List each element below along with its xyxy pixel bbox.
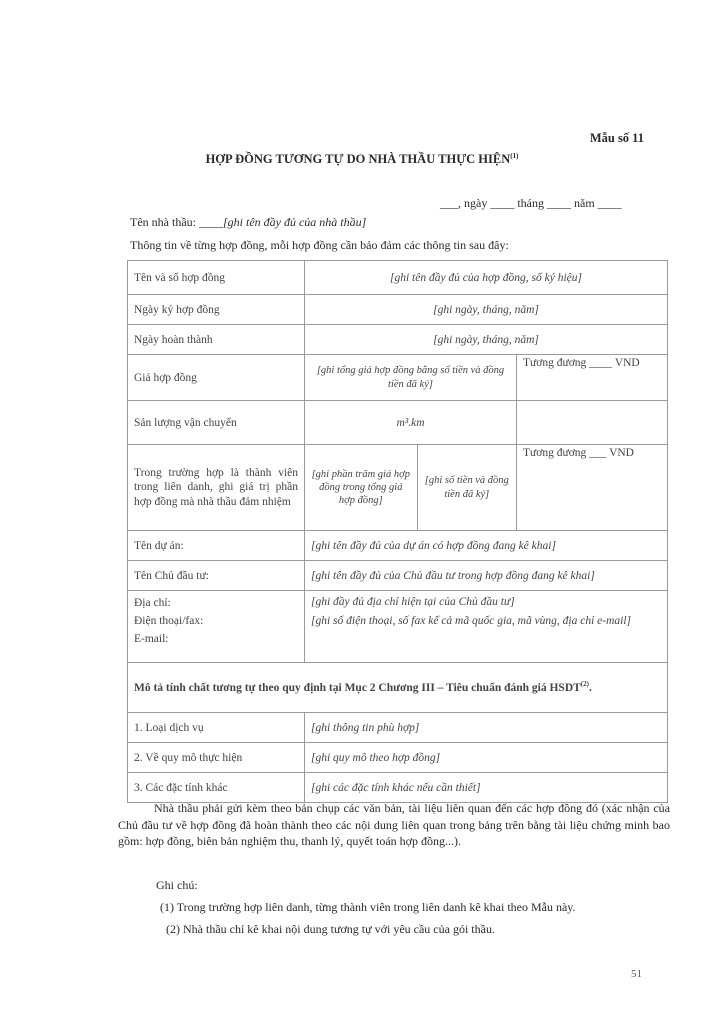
contractor-value: ____[ghi tên đầy đủ của nhà thầu] (198, 215, 367, 229)
sign-date-label: Ngày ký hợp đồng (128, 295, 305, 325)
joint-venture-percent: [ghi phần trăm giá hợp đồng trong tổng giá hợp đồng] (305, 445, 418, 531)
joint-venture-label: Trong trường hợp là thành viên trong liên danh, ghi giá trị phần hợp đồng mà nhà thầu đảm nhiệm (128, 445, 305, 531)
project-name-value: [ghi tên đầy đủ của dự án có hợp đồng đang kê khai] (305, 531, 668, 561)
page-number: 51 (631, 968, 642, 980)
attachment-paragraph: Nhà thầu phải gửi kèm theo bản chụp các văn bản, tài liệu liên quan đến các hợp đồng đó (xác nhận của Chủ đầu tư về hợp đồng đã hoàn thành theo các nội dung liên quan trong bảng trên bằng tài liệu chứng minh bao gồm: hợp đồng, biên bản nghiệm thu, thanh lý, quyết toán hợp đồng...). (118, 801, 670, 849)
contract-name-label: Tên và số hợp đồng (128, 261, 305, 295)
title-text: HỢP ĐỒNG TƯƠNG TỰ DO NHÀ THẦU THỰC HIỆN (205, 152, 511, 167)
table-row (128, 261, 668, 295)
contractor-line (130, 215, 366, 230)
joint-venture-amount: [ghi số tiền và đồng tiền đã ký] (417, 445, 516, 531)
owner-name-value: [ghi tên đầy đủ của Chủ đầu tư trong hợp đồng đang kê khai] (305, 561, 668, 591)
table-row (128, 325, 668, 355)
table-row (128, 295, 668, 325)
similarity-footnote-ref: (2) (580, 679, 589, 688)
phone-label: Điện thoại/fax: (134, 614, 204, 627)
other-features-value: [ghi các đặc tính khác nếu cần thiết] (305, 773, 668, 803)
volume-label: Sản lượng vận chuyển (128, 401, 305, 445)
contract-price-value: [ghi tổng giá hợp đồng bằng số tiền và đồng tiền đã ký] (305, 355, 517, 401)
table-row (128, 773, 668, 803)
phone-value: [ghi số điện thoại, số fax kể cả mã quốc gia, mã vùng, địa chỉ e-mail] (311, 614, 632, 627)
joint-venture-equivalent: Tương đương ___ VND (517, 445, 668, 531)
project-name-label: Tên dự án: (128, 531, 305, 561)
contract-name-value: [ghi tên đầy đủ của hợp đồng, số ký hiệu] (305, 261, 668, 295)
notes-title: Ghi chú: (156, 878, 198, 892)
table-row (128, 743, 668, 773)
table-row (128, 355, 668, 401)
table-row (128, 445, 668, 531)
table-row (128, 591, 668, 663)
owner-contact-values (305, 591, 668, 663)
email-label: E-mail: (134, 632, 169, 645)
volume-value: m³.km (305, 401, 517, 445)
completion-date-label: Ngày hoàn thành (128, 325, 305, 355)
scale-label: 2. Về quy mô thực hiện (128, 743, 305, 773)
table-row (128, 713, 668, 743)
scale-value: [ghi quy mô theo hợp đồng] (305, 743, 668, 773)
completion-date-value: [ghi ngày, tháng, năm] (305, 325, 668, 355)
similarity-heading-text: Mô tả tính chất tương tự theo quy định tại Mục 2 Chương III – Tiêu chuẩn đánh giá HSDT (134, 681, 581, 694)
note-2: (2) Nhà thầu chỉ kê khai nội dung tương tự với yêu cầu của gói thầu. (166, 922, 495, 936)
table-row (128, 401, 668, 445)
volume-empty-cell (517, 401, 668, 445)
table-row (128, 531, 668, 561)
contractor-label: Tên nhà thầu: (130, 215, 199, 229)
similarity-heading-tail: . (588, 681, 592, 694)
page-title (0, 152, 724, 167)
similarity-heading (128, 663, 668, 713)
other-features-label: 3. Các đặc tính khác (128, 773, 305, 803)
service-type-label: 1. Loại dịch vụ (128, 713, 305, 743)
sign-date-value: [ghi ngày, tháng, năm] (305, 295, 668, 325)
date-line: ___, ngày ____ tháng ____ năm ____ (440, 196, 622, 210)
owner-contact-labels (128, 591, 305, 663)
form-number: Mẫu số 11 (589, 131, 644, 145)
table-row (128, 663, 668, 713)
contract-price-label: Giá hợp đồng (128, 355, 305, 401)
contract-table (127, 260, 668, 803)
info-line: Thông tin về từng hợp đồng, mỗi hợp đồng cần bảo đảm các thông tin sau đây: (130, 238, 509, 252)
table-row (128, 561, 668, 591)
title-footnote-ref: (1) (510, 152, 519, 160)
contract-price-equivalent: Tương đương ____ VND (517, 355, 668, 401)
owner-name-label: Tên Chủ đầu tư: (128, 561, 305, 591)
address-value: [ghi đầy đủ địa chỉ hiện tại của Chủ đầu tư] (311, 596, 515, 608)
address-label: Địa chỉ: (134, 597, 171, 609)
service-type-value: [ghi thông tin phù hợp] (305, 713, 668, 743)
note-1: (1) Trong trường hợp liên danh, từng thành viên trong liên danh kê khai theo Mẫu này. (160, 900, 576, 914)
